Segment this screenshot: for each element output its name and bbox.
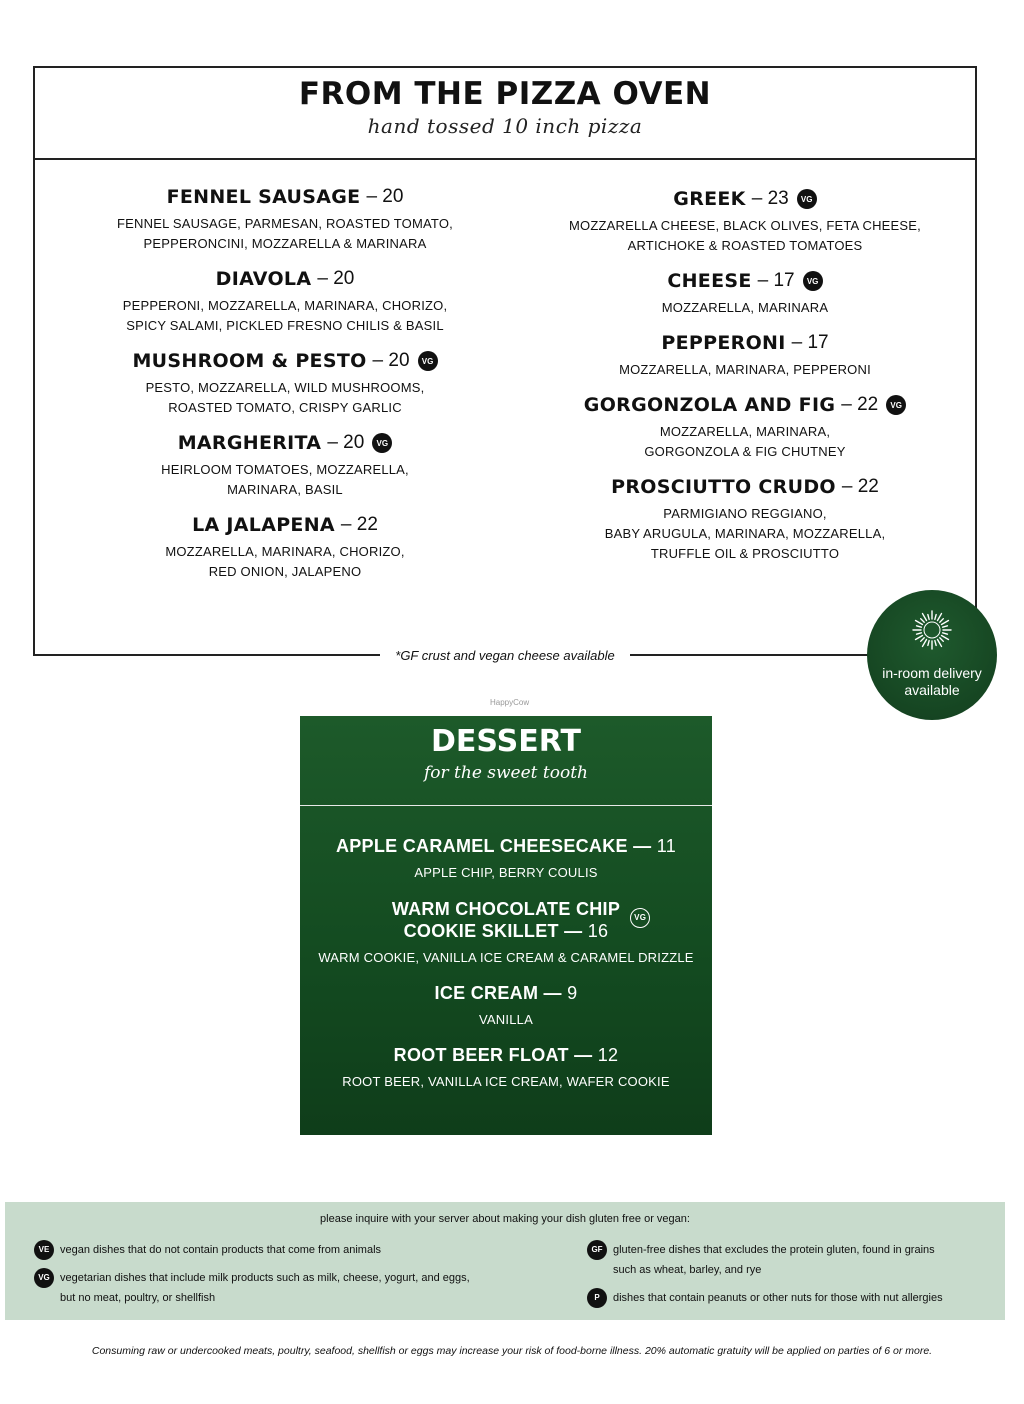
pizza-header — [35, 68, 975, 160]
item-price: – 20 — [317, 268, 355, 289]
item-price: – 22 — [340, 514, 378, 535]
legend-gluten-free — [585, 1240, 935, 1280]
menu-item — [545, 476, 945, 564]
item-price: – 20 — [372, 350, 410, 371]
vegetarian-badge: VG — [372, 433, 392, 453]
vegetarian-badge: VG — [797, 189, 817, 209]
pizza-title: FROM THE PIZZA OVEN — [298, 76, 712, 112]
dessert-name: APPLE CARAMEL CHEESECAKE — 11 — [335, 836, 677, 856]
menu-item — [545, 188, 945, 256]
pizza-section — [33, 66, 977, 656]
item-price: – 22 — [841, 394, 879, 415]
dessert-title: DESSERT — [431, 724, 581, 759]
item-name: LA JALAPENA — [192, 514, 335, 536]
dessert-description: ROOT BEER, VANILLA ICE CREAM, WAFER COOKIE — [342, 1074, 670, 1089]
item-description: MOZZARELLA CHEESE, BLACK OLIVES, FETA CHEESE, ARTICHOKE & ROASTED TOMATOES — [569, 218, 921, 253]
legend-vegan — [32, 1240, 381, 1260]
item-price: – 22 — [841, 476, 879, 497]
sun-icon — [912, 604, 952, 654]
dessert-name: WARM CHOCOLATE CHIP COOKIE SKILLET — 16 VG — [392, 898, 620, 942]
item-description: PEPPERONI, MOZZARELLA, MARINARA, CHORIZO, SPICY SALAMI, PICKLED FRESNO CHILIS & BASIL — [122, 298, 448, 333]
legend-inquire-text: please inquire with your server about making your dish gluten free or vegan: — [320, 1213, 690, 1225]
menu-item — [115, 350, 455, 418]
dessert-subtitle: for the sweet tooth — [423, 763, 588, 783]
item-description: MOZZARELLA, MARINARA, PEPPERONI — [619, 362, 871, 377]
peanut-badge: P — [587, 1288, 607, 1308]
watermark: HappyCow — [490, 698, 530, 707]
item-description: MOZZARELLA, MARINARA, CHORIZO, RED ONION, JALAPENO — [165, 544, 405, 579]
item-name: MARGHERITA — [177, 432, 322, 454]
vegetarian-badge: VG — [803, 271, 823, 291]
dessert-item — [300, 1045, 712, 1089]
menu-item — [115, 514, 455, 582]
food-safety-disclaimer: Consuming raw or undercooked meats, poultry, seafood, shellfish or eggs may increase your risk of food-borne illness. 20% automatic gratuity will be applied on parties of 6 or more. — [91, 1345, 933, 1357]
menu-item — [115, 432, 455, 500]
legend-peanuts-text: dishes that contain peanuts or other nuts for those with nut allergies — [613, 1292, 943, 1304]
item-name: CHEESE — [667, 270, 752, 292]
item-description: HEIRLOOM TOMATOES, MOZZARELLA, MARINARA, BASIL — [161, 462, 409, 497]
legend-vegan-text: vegan dishes that do not contain products that come from animals — [60, 1244, 382, 1256]
pizza-right-column — [545, 188, 945, 578]
item-name: GREEK — [673, 188, 746, 210]
dessert-name: ICE CREAM — 9 — [434, 983, 578, 1003]
dessert-description: VANILLA — [479, 1012, 533, 1027]
vegetarian-badge: VG — [886, 395, 906, 415]
item-price: – 23 — [751, 188, 789, 209]
menu-item — [545, 394, 945, 462]
dessert-item — [300, 983, 712, 1027]
dessert-items — [300, 806, 712, 1089]
delivery-text: in-room delivery available — [882, 665, 982, 698]
dietary-legend — [5, 1202, 1005, 1320]
menu-item — [545, 270, 945, 318]
item-price: – 20 — [366, 186, 404, 207]
item-name: GORGONZOLA AND FIG — [583, 394, 836, 416]
vegan-badge: VE — [34, 1240, 54, 1260]
menu-item — [115, 186, 455, 254]
dessert-section — [300, 716, 712, 1135]
vegetarian-badge: VG — [630, 908, 650, 928]
item-price: – 17 — [757, 270, 795, 291]
item-description: PARMIGIANO REGGIANO, BABY ARUGULA, MARINARA, MOZZARELLA, TRUFFLE OIL & PROSCIUTTO — [604, 506, 886, 561]
legend-peanuts — [585, 1288, 943, 1308]
dessert-header — [300, 716, 712, 806]
legend-vegetarian — [32, 1268, 470, 1308]
dessert-description: WARM COOKIE, VANILLA ICE CREAM & CARAMEL DRIZZLE — [318, 950, 694, 965]
item-description: PESTO, MOZZARELLA, WILD MUSHROOMS, ROASTED TOMATO, CRISPY GARLIC — [145, 380, 425, 415]
menu-item — [545, 332, 945, 380]
item-name: DIAVOLA — [215, 268, 312, 290]
dessert-description: APPLE CHIP, BERRY COULIS — [414, 865, 598, 880]
item-name: MUSHROOM & PESTO — [132, 350, 367, 372]
pizza-footnote: *GF crust and vegan cheese available — [395, 648, 615, 663]
dessert-item — [300, 898, 712, 965]
item-name: PROSCIUTTO CRUDO — [611, 476, 836, 498]
pizza-left-column — [115, 186, 455, 596]
menu-item — [115, 268, 455, 336]
item-name: FENNEL SAUSAGE — [166, 186, 361, 208]
item-price: – 20 — [327, 432, 365, 453]
item-name: PEPPERONI — [661, 332, 786, 354]
item-description: MOZZARELLA, MARINARA, GORGONZOLA & FIG CHUTNEY — [644, 424, 846, 459]
vegetarian-badge: VG — [34, 1268, 54, 1288]
pizza-subtitle: hand tossed 10 inch pizza — [367, 114, 643, 138]
legend-gluten-free-text: gluten-free dishes that excludes the protein gluten, found in grains such as wheat, barley, and rye — [613, 1244, 935, 1276]
dessert-name: ROOT BEER FLOAT — 12 — [393, 1045, 619, 1065]
item-price: – 17 — [791, 332, 829, 353]
item-description: MOZZARELLA, MARINARA — [661, 300, 829, 315]
item-description: FENNEL SAUSAGE, PARMESAN, ROASTED TOMATO, PEPPERONCINI, MOZZARELLA & MARINARA — [117, 216, 453, 251]
vegetarian-badge: VG — [418, 351, 438, 371]
legend-vegetarian-text: vegetarian dishes that include milk products such as milk, cheese, yogurt, and eggs, but no meat, poultry, or shellfish — [60, 1272, 470, 1304]
gluten-free-badge: GF — [587, 1240, 607, 1260]
dessert-item — [300, 836, 712, 880]
in-room-delivery-badge — [867, 590, 997, 720]
